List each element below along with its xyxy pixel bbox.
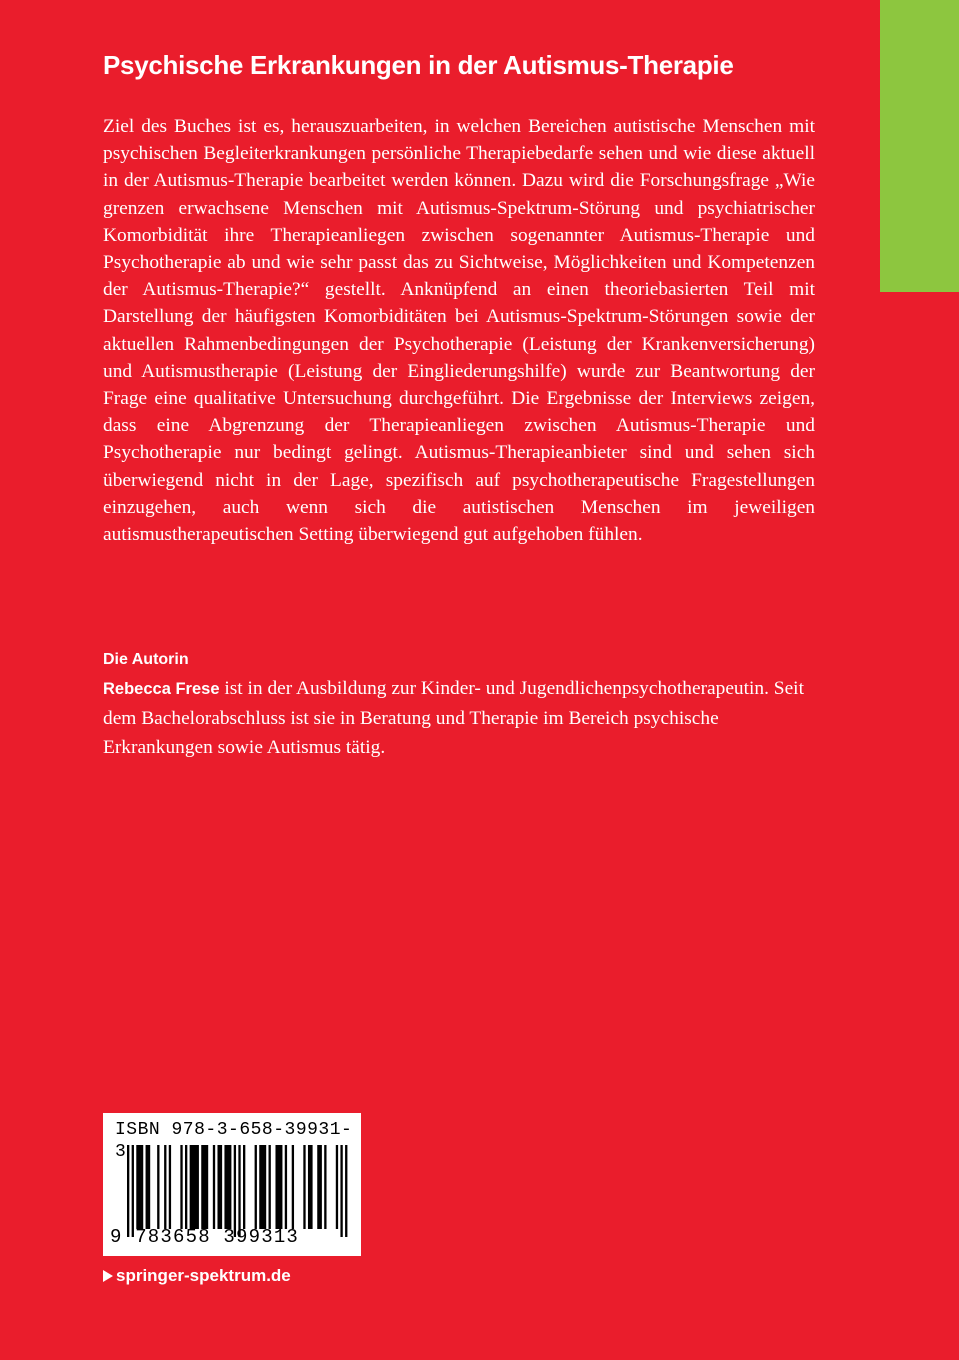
barcode-bar (217, 1145, 222, 1229)
barcode-bar (324, 1145, 326, 1229)
barcode-bar (164, 1145, 166, 1229)
barcode-bar (255, 1145, 257, 1229)
website-label: springer-spektrum.de (116, 1266, 291, 1285)
barcode-bar (308, 1145, 313, 1229)
back-cover-title: Psychische Erkrankungen in der Autismus-Therapie (103, 50, 734, 80)
isbn-label: ISBN 978-3-658-39931-3 (115, 1120, 353, 1162)
publisher-website[interactable] (103, 1264, 291, 1288)
barcode-bar (201, 1145, 208, 1229)
barcode-bar (224, 1145, 231, 1229)
barcode-bar (336, 1145, 338, 1229)
book-description: Ziel des Buches ist es, herauszuarbeiten, in welchen Bereichen autistische Menschen mit psychischen Begleiterkrankungen persönliche Therapiebedarfe sehen und wie diese aktuell in der Autismus-Therapie bearbeitet werden können. Dazu wird die Forschungsfrage „Wie grenzen erwachsene Menschen mit Autismus-Spektrum-Störung und psychiatrischer Komorbidität ihre Therapieanliegen zwischen sogenannter Autismus-Therapie und Psychotherapie ab und wie sehr passt das zu Sichtweise, Möglichkeiten und Kompetenzen der Autismus-Therapie?“ gestellt. Anknüpfend an einen theoriebasierten Teil mit Darstellung der häufigsten Komorbiditäten bei Autismus-Spektrum-Störungen sowie der aktuellen Rahmenbedingungen der Psychotherapie (Leistung der Krankenversicherung) und Autismustherapie (Leistung der Eingliederungshilfe) wurde zur Beantwortung der Frage eine qualitative Untersuchung durchgeführt. Die Ergebnisse der Interviews zeigen, dass eine Abgrenzung der Therapieanliegen zwischen Autismus-Therapie und Psychotherapie nur bedingt gelingt. Autismus-Therapieanbieter sind und sehen sich überwiegend nicht in der Lage, spezifisch auf psychotherapeutische Fragestellungen einzugehen, auch wenn sich die autistischen Menschen im jeweiligen autismustherapeutischen Setting überwiegend gut aufgehoben fühlen. (103, 116, 815, 546)
barcode-bar (340, 1145, 342, 1237)
barcode-bar (157, 1145, 159, 1229)
barcode-bar (259, 1145, 266, 1229)
barcode-bar (317, 1145, 322, 1229)
author-bio-text: ist in der Ausbildung zur Kinder- und Jugendlichenpsychotherapeutin. Seit dem Bachelorabschluss ist sie in Beratung und Therapie im Bereich psychische Erkrankungen sowie Autismus tätig. (103, 678, 804, 758)
barcode-bar (169, 1145, 171, 1229)
barcode-bar (243, 1145, 245, 1229)
barcode-bar (190, 1145, 199, 1229)
barcode-bar (180, 1145, 182, 1229)
arrow-right-icon (103, 1270, 113, 1282)
barcode-bar (146, 1145, 151, 1229)
barcode-bar (345, 1145, 347, 1237)
barcode-bar (275, 1145, 282, 1229)
barcode-bar (132, 1145, 134, 1237)
ean-digits: 9 783658 399313 (110, 1226, 300, 1248)
barcode-bar (136, 1145, 143, 1229)
barcode-bar (213, 1145, 215, 1229)
author-heading: Die Autorin (103, 651, 189, 668)
barcode-bar (234, 1145, 236, 1237)
green-accent-tab (880, 0, 959, 292)
author-name: Rebecca Frese (103, 680, 220, 698)
isbn-barcode (103, 1113, 361, 1256)
barcode-bar (292, 1145, 294, 1229)
barcode-bar (269, 1145, 271, 1229)
barcode-bar (285, 1145, 287, 1229)
barcode-bar (185, 1145, 187, 1229)
barcode-bar (303, 1145, 305, 1229)
author-bio (103, 674, 815, 762)
barcode-bar (127, 1145, 129, 1237)
barcode-bar (238, 1145, 240, 1237)
